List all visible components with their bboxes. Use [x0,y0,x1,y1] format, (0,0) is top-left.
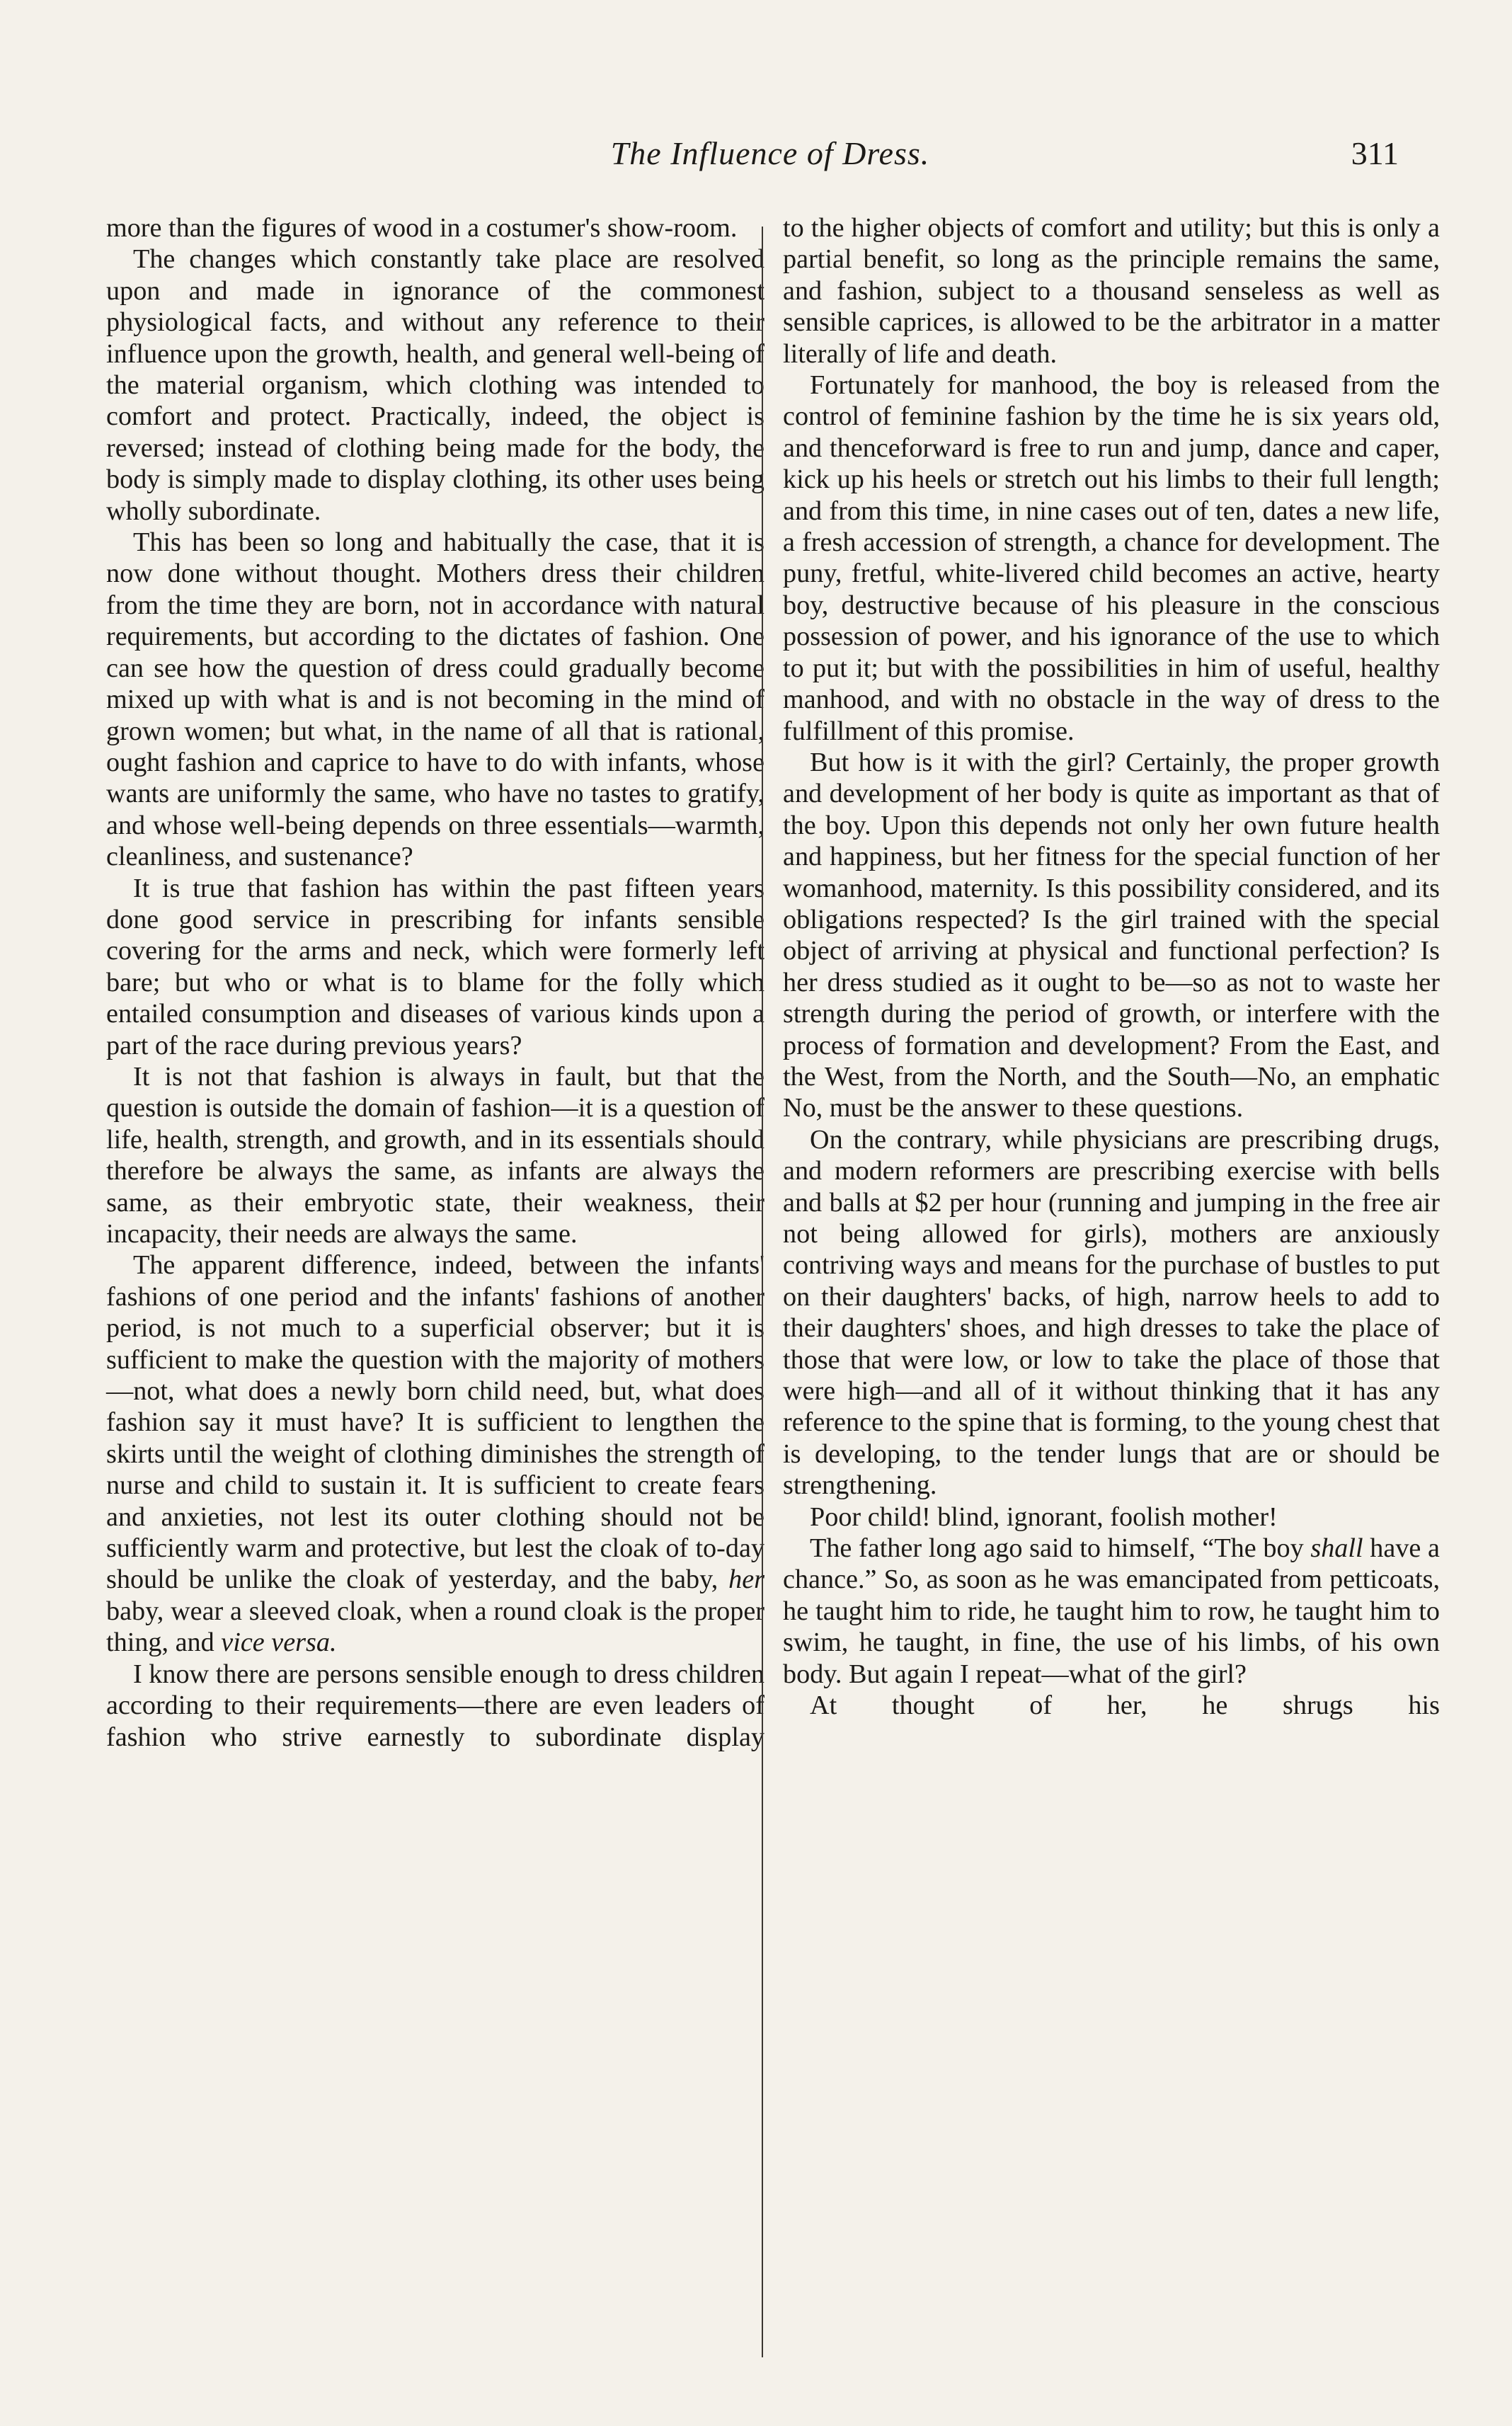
column-divider [762,227,763,2357]
page-header [106,135,1434,184]
italic-text: vice versa. [221,1627,337,1658]
paragraph: At thought of her, he shrugs his [810,1690,1440,1721]
paragraph: It is not that fashion is always in fault, but that the question is outside the domain of fashion—it is a question of life, health, strength, and growth, and in its essentials should therefore be always the same, as infants are always the same, as their embryotic state, their weakness, their incapacity, their needs are always the same. [106,1061,764,1249]
paragraph [783,1533,1440,1690]
paragraph: But how is it with the girl? Certainly, the proper growth and development of her body is quite as important as that of the boy. Upon this depends not only her own future health and happiness, but her fitness for the special function of her womanhood, maternity. Is this possibility considered, and its obligations respected? Is the girl trained with the special object of arriving at physical and functional perfection? Is her dress studied as it ought to be—so as not to waste her strength during the period of growth, or interfere with the process of formation and development? From the East, and the West, from the North, and the South—No, an emphatic No, must be the answer to these questions. [783,747,1440,1123]
paragraph: to the higher objects of comfort and utility; but this is only a partial benefit, so long as the principle remains the same, and fashion, subject to a thousand senseless as well as sensible caprices, is allowed to be the arbitrator in a matter literally of life and death. [783,213,1440,369]
italic-text: her [728,1564,764,1595]
paragraph [106,1249,764,1658]
right-column [783,212,1440,1722]
paragraph: more than the figures of wood in a costumer's show-room. [106,213,738,243]
paragraph: It is true that fashion has within the past fifteen years done good service in prescribing for infants sensible covering for the arms and neck, which were formerly left bare; but who or what is to blame for the folly which entailed consumption and diseases of various kinds upon a part of the race during previous years? [106,873,764,1060]
text-run: The father long ago said to himself, “The boy [810,1533,1304,1564]
text-run: have a chance.” So, as soon as he was emancipated from petticoats, he taught him to ride, he taught him to row, he taught him to swim, he taught, in fine, the use of his limbs, of his own body. But again I repeat—what of the girl? [783,1533,1440,1689]
paragraph: Poor child! blind, ignorant, foolish mother! [810,1501,1278,1532]
page-number: 311 [1351,135,1399,171]
text-run: baby, wear a sleeved cloak, when a round cloak is the proper thing, and [106,1596,764,1658]
paragraph: I know there are persons sensible enough to dress children according to their requirements—there are even leaders of fashion who strive earnestly to subordinate display [106,1659,764,1752]
text-run: The apparent difference, indeed, between the infants' fashions of one period and the infants' fashions of another period, is not much to a superficial observer; but it is sufficient to make the question with the majority of mothers—not, what does a newly born child need, but, what does fashion say it must have? It is sufficient to lengthen the skirts until the weight of clothing diminishes the strength of nurse and child to sustain it. It is sufficient to create fears and anxieties, not lest its outer clothing should not be sufficiently warm and protective, but lest the cloak of to-day should be unlike the cloak of yesterday, and the baby, [106,1250,764,1595]
italic-text: shall [1310,1533,1363,1564]
paragraph: This has been so long and habitually the case, that it is now done without thought. Mothers dress their children from the time they are born, not in accordance with natural requirements, but according to the dictates of fashion. One can see how the question of dress could gradually become mixed up with what is and is not becoming in the mind of grown women; but what, in the name of all that is rational, ought fashion and caprice to have to do with infants, whose wants are uniformly the same, who have no tastes to gratify, and whose well-being depends on three essentials—warmth, cleanliness, and sustenance? [106,527,764,872]
left-column [106,212,764,1753]
paragraph: On the contrary, while physicians are prescribing drugs, and modern reformers are prescribing exercise with bells and balls at $2 per hour (running and jumping in the free air not being allowed for girls), mothers are anxiously contriving ways and means for the purchase of bustles to put on their daughters' backs, of high, narrow heels to add to their daughters' shoes, and high dresses to take the place of those that were low, or low to take the place of those that were high—and all of it without thinking that it has any reference to the spine that is forming, to the young chest that is developing, to the tender lungs that are or should be strengthening. [783,1124,1440,1501]
running-title: The Influence of Dress. [610,135,930,171]
paragraph: Fortunately for manhood, the boy is released from the control of feminine fashion by the time he is six years old, and thenceforward is free to run and jump, dance and caper, kick up his heels or stretch out his limbs to their full length; and from this time, in nine cases out of ten, dates a new life, a fresh accession of strength, a chance for development. The puny, fretful, white-livered child becomes an active, hearty boy, destructive because of his pleasure in the conscious possession of power, and his ignorance of the use to which to put it; but with the possibilities in him of useful, healthy manhood, and with no obstacle in the way of dress to the fulfillment of this promise. [783,370,1440,746]
paragraph: The changes which constantly take place are resolved upon and made in ignorance of the commonest physiological facts, and without any reference to their influence upon the growth, health, and general well-being of the material organism, which clothing was intended to comfort and protect. Practically, indeed, the object is reversed; instead of clothing being made for the body, the body is simply made to display clothing, its other uses being wholly subordinate. [106,244,764,526]
